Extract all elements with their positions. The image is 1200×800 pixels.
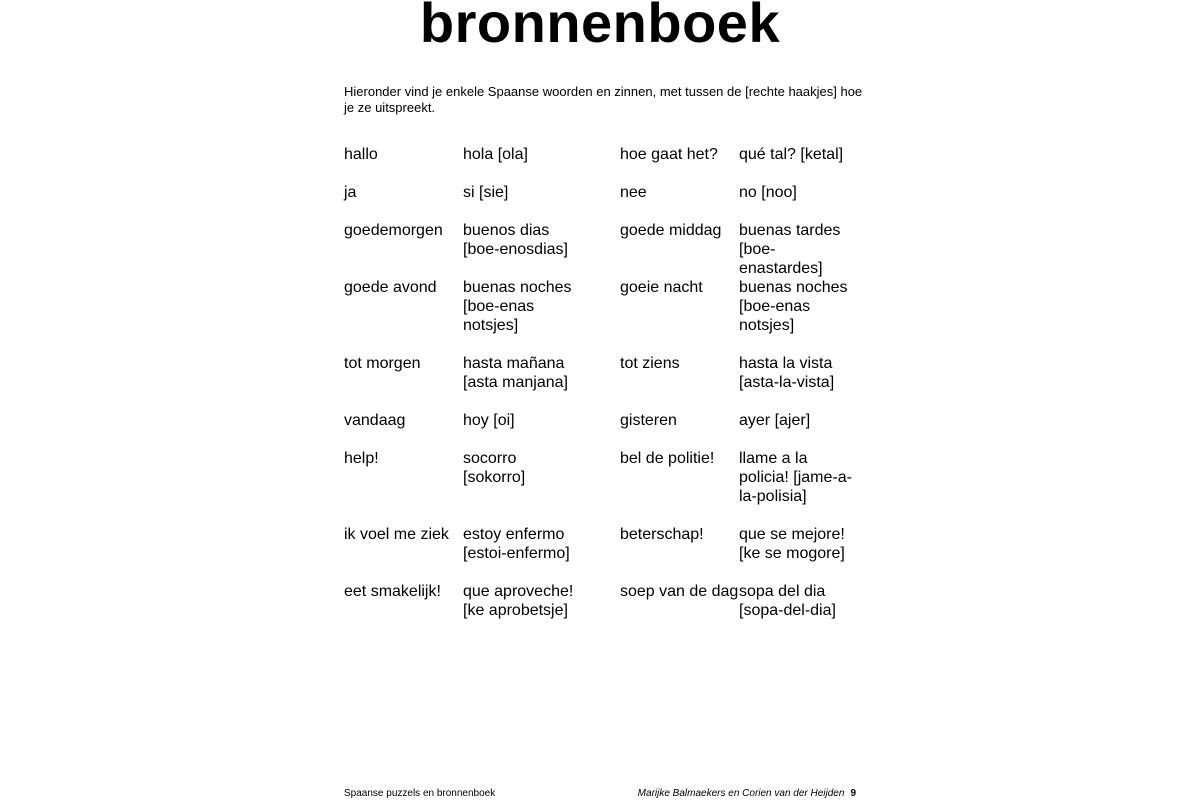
dutch-term: tot morgen [344,355,421,372]
table-row [344,354,864,411]
spanish-term: hola [ola] [463,146,528,163]
vocabulary-table [344,145,864,658]
table-row [344,411,864,449]
spanish-term: socorro [sokorro] [463,450,526,486]
spanish-term: sopa del dia [sopa-del-dia] [739,583,836,619]
page-number: 9 [850,788,856,799]
spanish-term: llame a la policia! [jame-a-la-polisia] [739,450,852,505]
spanish-term: que aproveche! [ke aprobetsje] [463,583,574,619]
spanish-term: buenas tardes [boe-enastardes] [739,222,841,277]
dutch-term: goedemorgen [344,222,443,239]
spanish-term: hoy [oi] [463,412,515,429]
dutch-term: bel de politie! [620,450,715,467]
footer-author-names: Marijke Balmaekers en Corien van der Heijden [637,788,845,799]
spanish-term: hasta la vista [asta-la-vista] [739,355,835,391]
intro-paragraph: Hieronder vind je enkele Spaanse woorden en zinnen, met tussen de [rechte haakjes] hoe je ze uitspreekt. [344,84,863,115]
dutch-term: hallo [344,146,378,163]
page-title: bronnenboek [419,0,781,54]
dutch-term: soep van de dag [620,583,739,600]
spanish-term: ayer [ajer] [739,412,811,429]
table-row [344,525,864,582]
dutch-term: help! [344,450,379,467]
spanish-term: que se mejore! [ke se mogore] [739,526,845,562]
dutch-term: beterschap! [620,526,704,543]
footer-book-title: Spaanse puzzels en bronnenboek [344,788,496,799]
spanish-term: buenas noches [boe-enas notsjes] [739,279,848,334]
dutch-term: ik voel me ziek [344,526,449,543]
spanish-term: no [noo] [739,184,797,201]
table-row [344,278,864,354]
spanish-term: hasta mañana [asta manjana] [463,355,568,391]
dutch-term: hoe gaat het? [620,146,718,163]
spanish-term: estoy enfermo [estoi-enfermo] [463,526,570,562]
dutch-term: goeie nacht [620,279,703,296]
dutch-term: ja [344,184,357,201]
table-row [344,449,864,525]
dutch-term: nee [620,184,647,201]
footer-authors [638,788,856,800]
dutch-term: tot ziens [620,355,680,372]
spanish-term: buenas noches [boe-enas notsjes] [463,279,572,334]
table-row [344,183,864,221]
spanish-term: si [sie] [463,184,509,201]
dutch-term: gisteren [620,412,677,429]
dutch-term: vandaag [344,412,406,429]
dutch-term: eet smakelijk! [344,583,441,600]
dutch-term: goede avond [344,279,437,296]
dutch-term: goede middag [620,222,722,239]
spanish-term: buenos dias [boe-enosdias] [463,222,568,258]
table-row [344,145,864,183]
spanish-term: qué tal? [ketal] [739,146,844,163]
table-row [344,221,864,278]
table-row [344,582,864,658]
